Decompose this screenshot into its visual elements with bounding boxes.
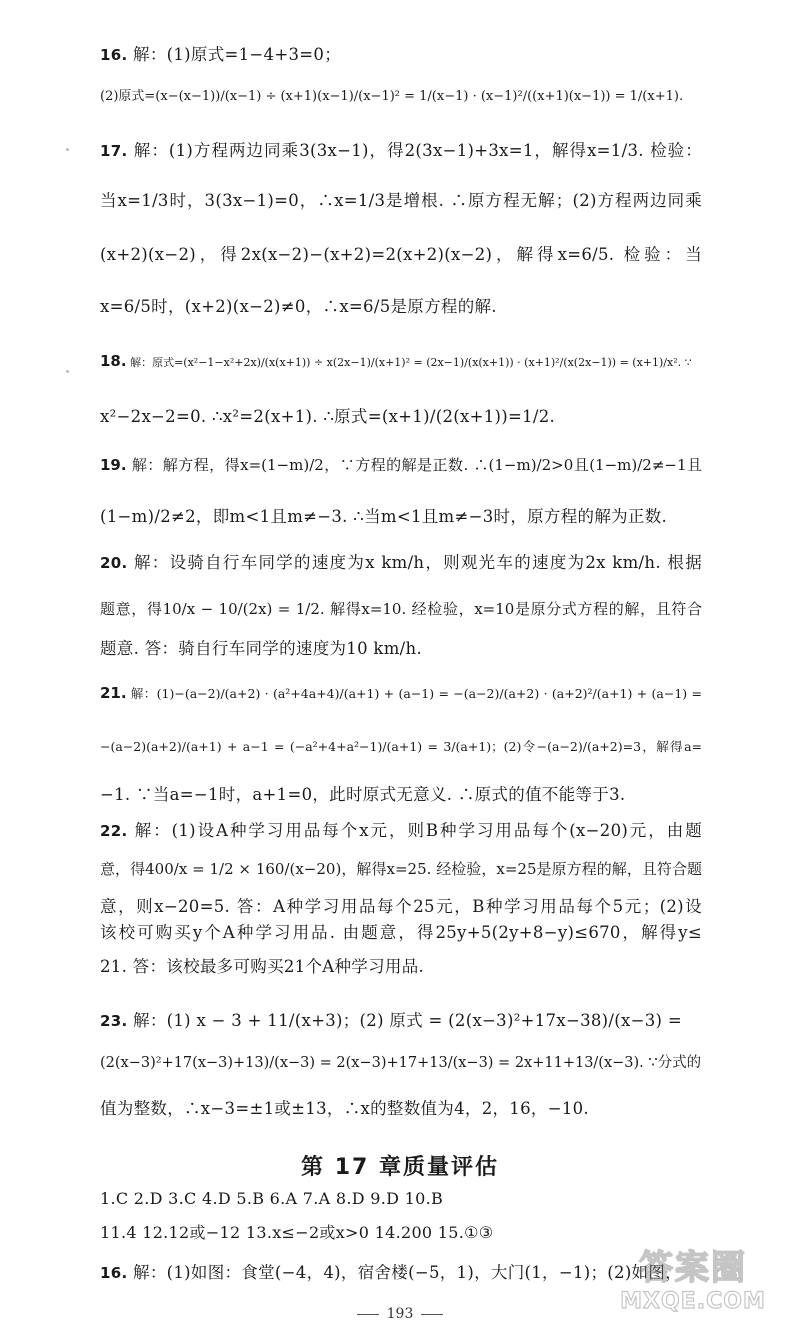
q23-line-1: 23. 解：(1) x − 3 + 11/(x+3)；(2) 原式 = (2(x−3)²+17x−38)/(x−3) =: [100, 1011, 682, 1030]
scan-speck: [66, 148, 69, 151]
q17-number: 17.: [100, 142, 128, 160]
section-q16-line: 16. 解：(1)如图：食堂(−4，4)，宿舍楼(−5，1)，大门(1，−1)；(2)如图，: [100, 1263, 682, 1282]
q21-line-3: −1. ∵当a=−1时，a+1=0，此时原式无意义. ∴原式的值不能等于3.: [100, 785, 626, 804]
choice-answers-row-1: 1.C 2.D 3.C 4.D 5.B 6.A 7.A 8.D 9.D 10.B: [100, 1189, 444, 1208]
q16-line-2: (2)原式=(x−(x−1))/(x−1) ÷ (x+1)(x−1)/(x−1)² = 1/(x−1) · (x−1)²/((x+1)(x−1)) = 1/(x+1).: [100, 89, 684, 104]
q20-number: 20.: [100, 554, 128, 572]
q22-line-2: 意，得400/x = 1/2 × 160/(x−20)，解得x=25. 经检验，x=25是原方程的解，且符合题: [100, 860, 702, 878]
q17-line-4: x=6/5时，(x+2)(x−2)≠0，∴x=6/5是原方程的解.: [100, 297, 497, 316]
q17-line-3: (x+2)(x−2)，得2x(x−2)−(x+2)=2(x+2)(x−2)，解得x=6/5. 检验：当: [100, 245, 702, 264]
q21-line-1: 21. 解：(1)−(a−2)/(a+2) · (a²+4a+4)/(a+1) + (a−1) = −(a−2)/(a+2) · (a+2)²/(a+1) + (a−1) =: [100, 684, 702, 702]
q21-number: 21.: [100, 684, 127, 702]
q22-line-4: 该校可购买y个A种学习用品. 由题意，得25y+5(2y+8−y)≤670，解得y≤: [100, 923, 702, 942]
q23-line-2: (2(x−3)²+17(x−3)+13)/(x−3) = 2(x−3)+17+13/(x−3) = 2x+11+13/(x−3). ∵分式的: [100, 1055, 702, 1071]
watermark-brand: 答案圈: [639, 1248, 747, 1288]
q17-line-2: 当x=1/3时，3(3x−1)=0，∴x=1/3是增根. ∴原方程无解；(2)方程两边同乘: [100, 191, 702, 210]
q17-line-1: 17. 解：(1)方程两边同乘3(3x−1)，得2(3x−1)+3x=1，解得x=1/3. 检验：: [100, 141, 702, 160]
section-q16-number: 16.: [100, 1264, 128, 1282]
q20-line-2: 题意，得10/x − 10/(2x) = 1/2. 解得x=10. 经检验，x=10是原分式方程的解，且符合: [100, 600, 702, 618]
page-number: 193: [0, 1306, 800, 1322]
q19-line-2: (1−m)/2≠2，即m<1且m≠−3. ∴当m<1且m≠−3时，原方程的解为正数.: [100, 507, 668, 526]
q20-line-3: 题意. 答：骑自行车同学的速度为10 km/h.: [100, 639, 423, 658]
q20-line-1: 20. 解：设骑自行车同学的速度为x km/h，则观光车的速度为2x km/h. 根据: [100, 553, 702, 572]
watermark-url: MXQE.COM: [620, 1289, 766, 1314]
q18-number: 18.: [100, 352, 127, 370]
q16-line-1: 16. 解：(1)原式=1−4+3=0；: [100, 45, 341, 64]
q22-number: 22.: [100, 822, 128, 840]
q22-line-1: 22. 解：(1)设A种学习用品每个x元，则B种学习用品每个(x−20)元，由题: [100, 821, 702, 840]
section-title: 第 17 章质量评估: [301, 1155, 499, 1180]
scan-speck: [66, 370, 69, 373]
q22-line-5: 21. 答：该校最多可购买21个A种学习用品.: [100, 957, 425, 976]
q16-number: 16.: [100, 46, 128, 64]
choice-answers-row-2: 11.4 12.12或−12 13.x≤−2或x>0 14.200 15.①③: [100, 1223, 494, 1242]
q23-line-3: 值为整数，∴x−3=±1或±13，∴x的整数值为4，2，16，−10.: [100, 1099, 589, 1118]
q22-line-3: 意，则x−20=5. 答：A种学习用品每个25元，B种学习用品每个5元；(2)设: [100, 897, 702, 916]
q19-line-1: 19. 解：解方程，得x=(1−m)/2，∵方程的解是正数. ∴(1−m)/2>0且(1−m)/2≠−1且: [100, 456, 702, 474]
q18-line-2: x²−2x−2=0. ∴x²=2(x+1). ∴原式=(x+1)/(2(x+1))=1/2.: [100, 407, 556, 426]
q18-line-1: 18. 解：原式=(x²−1−x²+2x)/(x(x+1)) ÷ x(2x−1)/(x+1)² = (2x−1)/(x(x+1)) · (x+1)²/(x(2x−1)) = (x+1)/x². ∵: [100, 352, 692, 370]
q23-number: 23.: [100, 1012, 128, 1030]
q21-line-2: −(a−2)(a+2)/(a+1) + a−1 = (−a²+4+a²−1)/(a+1) = 3/(a+1)；(2)令−(a−2)/(a+2)=3，解得a=: [100, 739, 702, 754]
q19-number: 19.: [100, 456, 127, 474]
